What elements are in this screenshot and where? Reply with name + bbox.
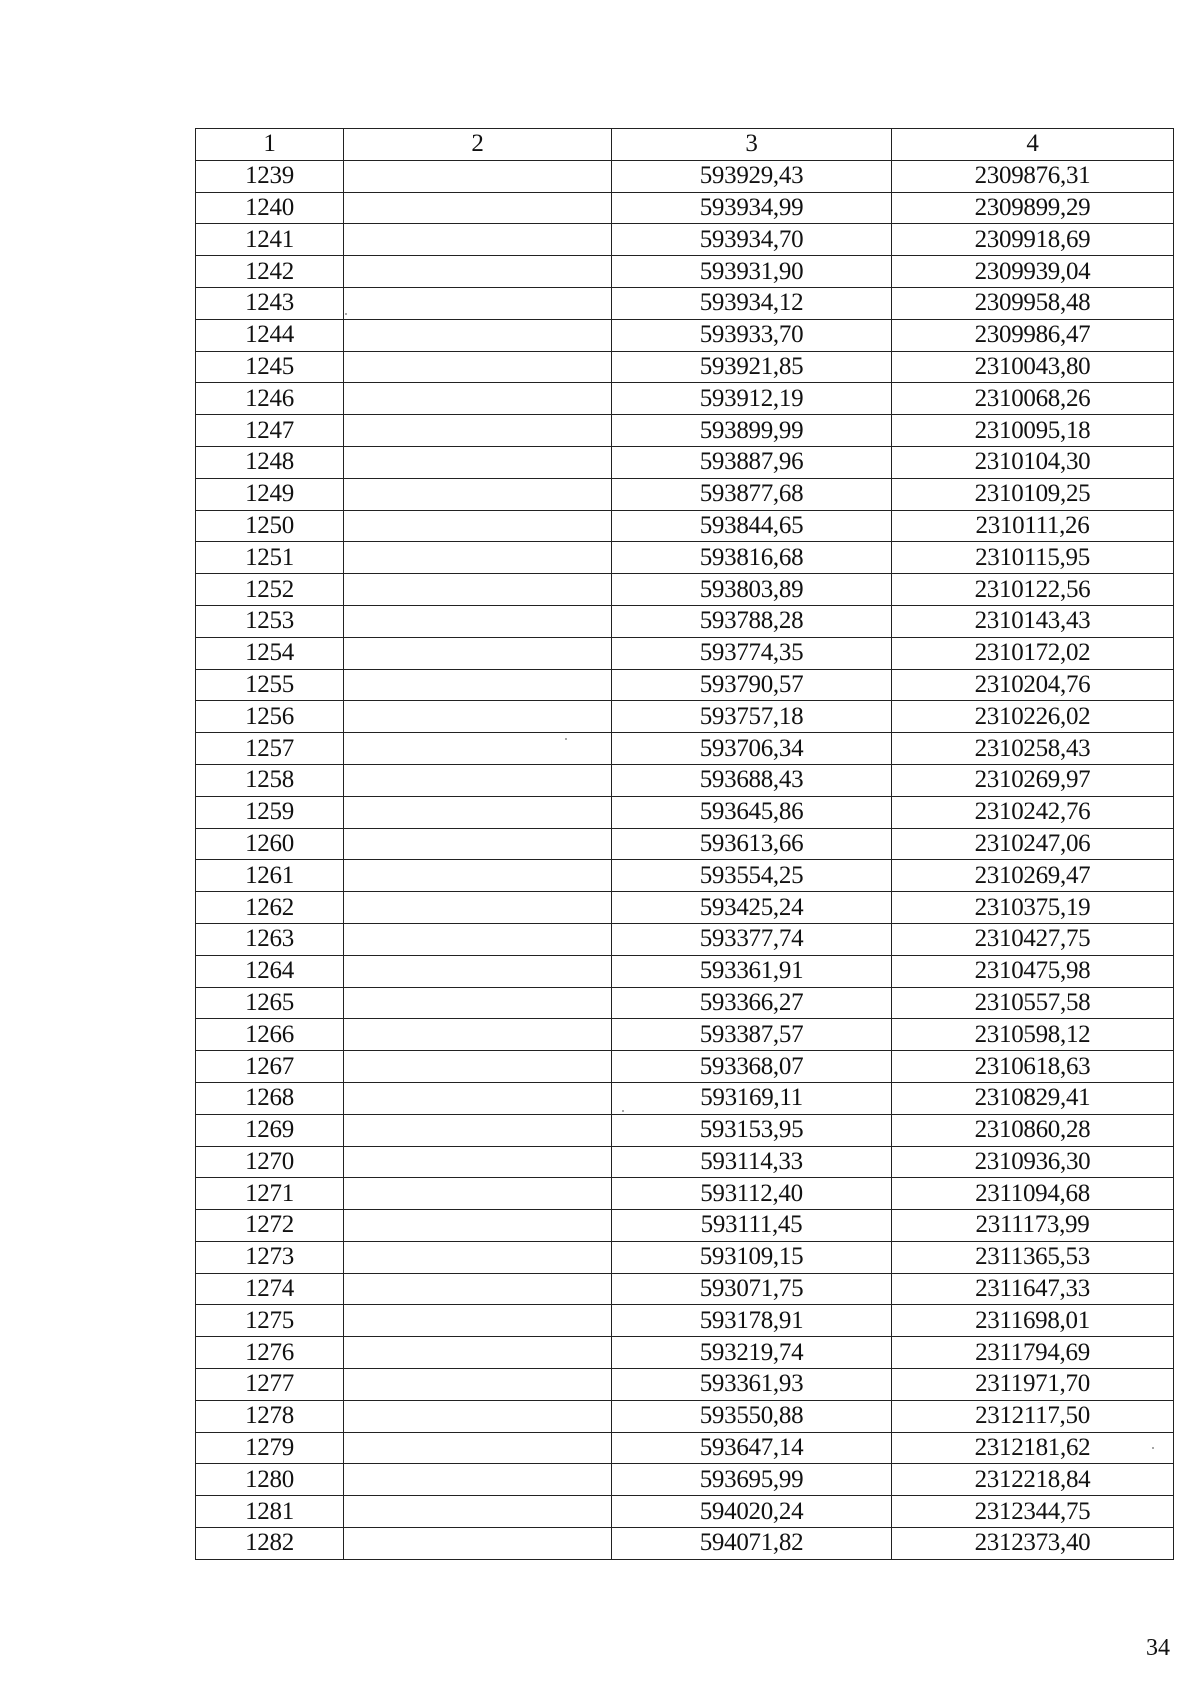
y-coordinate-cell: 2310829,41 [892, 1082, 1174, 1114]
table-row [196, 1464, 1174, 1496]
x-coordinate-cell: 593114,33 [612, 1146, 892, 1178]
table-row [196, 1273, 1174, 1305]
point-number-cell: 1259 [196, 796, 344, 828]
x-coordinate-cell: 594020,24 [612, 1496, 892, 1528]
x-coordinate-cell: 593550,88 [612, 1400, 892, 1432]
y-coordinate-cell: 2310427,75 [892, 923, 1174, 955]
y-coordinate-cell: 2310247,06 [892, 828, 1174, 860]
y-coordinate-cell: 2310095,18 [892, 415, 1174, 447]
point-number-cell: 1258 [196, 764, 344, 796]
table-row [196, 1305, 1174, 1337]
y-coordinate-cell: 2310143,43 [892, 605, 1174, 637]
point-number-cell: 1255 [196, 669, 344, 701]
x-coordinate-cell: 593788,28 [612, 605, 892, 637]
x-coordinate-cell: 593169,11 [612, 1082, 892, 1114]
description-cell [344, 1178, 612, 1210]
y-coordinate-cell: 2309958,48 [892, 287, 1174, 319]
y-coordinate-cell: 2311794,69 [892, 1337, 1174, 1369]
table-row [196, 542, 1174, 574]
y-coordinate-cell: 2309939,04 [892, 256, 1174, 288]
table-row [196, 701, 1174, 733]
point-number-cell: 1265 [196, 987, 344, 1019]
y-coordinate-cell: 2310043,80 [892, 351, 1174, 383]
x-coordinate-cell: 593111,45 [612, 1210, 892, 1242]
table-row [196, 1178, 1174, 1210]
y-coordinate-cell: 2310109,25 [892, 478, 1174, 510]
y-coordinate-cell: 2311173,99 [892, 1210, 1174, 1242]
x-coordinate-cell: 593921,85 [612, 351, 892, 383]
column-header-2: 2 [344, 129, 612, 161]
x-coordinate-cell: 593934,12 [612, 287, 892, 319]
point-number-cell: 1277 [196, 1369, 344, 1401]
column-header-3: 3 [612, 129, 892, 161]
description-cell [344, 669, 612, 701]
table-row [196, 510, 1174, 542]
point-number-cell: 1271 [196, 1178, 344, 1210]
description-cell [344, 1019, 612, 1051]
description-cell [344, 319, 612, 351]
description-cell [344, 987, 612, 1019]
y-coordinate-cell: 2309918,69 [892, 224, 1174, 256]
point-number-cell: 1254 [196, 637, 344, 669]
point-number-cell: 1250 [196, 510, 344, 542]
x-coordinate-cell: 593377,74 [612, 923, 892, 955]
table-row [196, 478, 1174, 510]
x-coordinate-cell: 593816,68 [612, 542, 892, 574]
table-row [196, 192, 1174, 224]
point-number-cell: 1251 [196, 542, 344, 574]
description-cell [344, 192, 612, 224]
point-number-cell: 1270 [196, 1146, 344, 1178]
table-header [196, 129, 1174, 161]
table-row [196, 828, 1174, 860]
x-coordinate-cell: 593071,75 [612, 1273, 892, 1305]
description-cell [344, 1369, 612, 1401]
point-number-cell: 1260 [196, 828, 344, 860]
description-cell [344, 287, 612, 319]
description-cell [344, 160, 612, 192]
table-row [196, 1082, 1174, 1114]
description-cell [344, 1273, 612, 1305]
column-header-1: 1 [196, 129, 344, 161]
description-cell [344, 256, 612, 288]
table-row [196, 319, 1174, 351]
table-row [196, 1051, 1174, 1083]
point-number-cell: 1272 [196, 1210, 344, 1242]
x-coordinate-cell: 593361,93 [612, 1369, 892, 1401]
x-coordinate-cell: 593613,66 [612, 828, 892, 860]
description-cell [344, 542, 612, 574]
table-row [196, 383, 1174, 415]
description-cell [344, 1432, 612, 1464]
scan-speck [622, 1110, 624, 1112]
y-coordinate-cell: 2310122,56 [892, 574, 1174, 606]
point-number-cell: 1264 [196, 955, 344, 987]
y-coordinate-cell: 2310269,97 [892, 764, 1174, 796]
description-cell [344, 1400, 612, 1432]
table-row [196, 1114, 1174, 1146]
coordinates-table [195, 128, 1174, 1560]
description-cell [344, 955, 612, 987]
description-cell [344, 1210, 612, 1242]
y-coordinate-cell: 2311971,70 [892, 1369, 1174, 1401]
table-row [196, 955, 1174, 987]
x-coordinate-cell: 593554,25 [612, 860, 892, 892]
description-cell [344, 1051, 612, 1083]
x-coordinate-cell: 593647,14 [612, 1432, 892, 1464]
y-coordinate-cell: 2310618,63 [892, 1051, 1174, 1083]
y-coordinate-cell: 2311365,53 [892, 1241, 1174, 1273]
point-number-cell: 1262 [196, 892, 344, 924]
description-cell [344, 860, 612, 892]
point-number-cell: 1274 [196, 1273, 344, 1305]
table-row [196, 574, 1174, 606]
point-number-cell: 1242 [196, 256, 344, 288]
y-coordinate-cell: 2312218,84 [892, 1464, 1174, 1496]
x-coordinate-cell: 593387,57 [612, 1019, 892, 1051]
point-number-cell: 1256 [196, 701, 344, 733]
point-number-cell: 1273 [196, 1241, 344, 1273]
y-coordinate-cell: 2310269,47 [892, 860, 1174, 892]
table-row [196, 287, 1174, 319]
y-coordinate-cell: 2310104,30 [892, 446, 1174, 478]
point-number-cell: 1246 [196, 383, 344, 415]
x-coordinate-cell: 593695,99 [612, 1464, 892, 1496]
table-row [196, 1528, 1174, 1560]
x-coordinate-cell: 593757,18 [612, 701, 892, 733]
y-coordinate-cell: 2310111,26 [892, 510, 1174, 542]
description-cell [344, 415, 612, 447]
table-row [196, 860, 1174, 892]
description-cell [344, 1528, 612, 1560]
y-coordinate-cell: 2310115,95 [892, 542, 1174, 574]
y-coordinate-cell: 2309986,47 [892, 319, 1174, 351]
point-number-cell: 1257 [196, 733, 344, 765]
x-coordinate-cell: 593934,70 [612, 224, 892, 256]
point-number-cell: 1275 [196, 1305, 344, 1337]
y-coordinate-cell: 2310068,26 [892, 383, 1174, 415]
description-cell [344, 574, 612, 606]
point-number-cell: 1266 [196, 1019, 344, 1051]
table-row [196, 733, 1174, 765]
scan-speck [1152, 1447, 1154, 1449]
table-row [196, 1432, 1174, 1464]
table-row [196, 796, 1174, 828]
description-cell [344, 637, 612, 669]
point-number-cell: 1241 [196, 224, 344, 256]
y-coordinate-cell: 2312181,62 [892, 1432, 1174, 1464]
x-coordinate-cell: 593929,43 [612, 160, 892, 192]
y-coordinate-cell: 2310242,76 [892, 796, 1174, 828]
table-row [196, 669, 1174, 701]
table-row [196, 224, 1174, 256]
table-body [196, 160, 1174, 1559]
y-coordinate-cell: 2312373,40 [892, 1528, 1174, 1560]
x-coordinate-cell: 593219,74 [612, 1337, 892, 1369]
x-coordinate-cell: 593645,86 [612, 796, 892, 828]
description-cell [344, 605, 612, 637]
x-coordinate-cell: 593844,65 [612, 510, 892, 542]
table-row [196, 637, 1174, 669]
table-row [196, 1337, 1174, 1369]
y-coordinate-cell: 2311698,01 [892, 1305, 1174, 1337]
description-cell [344, 383, 612, 415]
table-row [196, 1400, 1174, 1432]
header-row [196, 129, 1174, 161]
x-coordinate-cell: 593934,99 [612, 192, 892, 224]
point-number-cell: 1269 [196, 1114, 344, 1146]
x-coordinate-cell: 593790,57 [612, 669, 892, 701]
x-coordinate-cell: 593368,07 [612, 1051, 892, 1083]
description-cell [344, 1082, 612, 1114]
description-cell [344, 1305, 612, 1337]
description-cell [344, 510, 612, 542]
x-coordinate-cell: 593112,40 [612, 1178, 892, 1210]
x-coordinate-cell: 593366,27 [612, 987, 892, 1019]
point-number-cell: 1268 [196, 1082, 344, 1114]
x-coordinate-cell: 593109,15 [612, 1241, 892, 1273]
y-coordinate-cell: 2312344,75 [892, 1496, 1174, 1528]
point-number-cell: 1243 [196, 287, 344, 319]
description-cell [344, 478, 612, 510]
y-coordinate-cell: 2310375,19 [892, 892, 1174, 924]
y-coordinate-cell: 2310557,58 [892, 987, 1174, 1019]
table-row [196, 1210, 1174, 1242]
point-number-cell: 1253 [196, 605, 344, 637]
description-cell [344, 733, 612, 765]
table-row [196, 415, 1174, 447]
x-coordinate-cell: 593425,24 [612, 892, 892, 924]
table-row [196, 351, 1174, 383]
description-cell [344, 224, 612, 256]
description-cell [344, 1464, 612, 1496]
table-row [196, 1146, 1174, 1178]
description-cell [344, 796, 612, 828]
description-cell [344, 1337, 612, 1369]
table-row [196, 160, 1174, 192]
table-row [196, 1019, 1174, 1051]
x-coordinate-cell: 593178,91 [612, 1305, 892, 1337]
x-coordinate-cell: 593706,34 [612, 733, 892, 765]
description-cell [344, 764, 612, 796]
x-coordinate-cell: 593688,43 [612, 764, 892, 796]
x-coordinate-cell: 593912,19 [612, 383, 892, 415]
x-coordinate-cell: 593877,68 [612, 478, 892, 510]
y-coordinate-cell: 2310475,98 [892, 955, 1174, 987]
point-number-cell: 1247 [196, 415, 344, 447]
x-coordinate-cell: 594071,82 [612, 1528, 892, 1560]
point-number-cell: 1240 [196, 192, 344, 224]
description-cell [344, 828, 612, 860]
point-number-cell: 1239 [196, 160, 344, 192]
y-coordinate-cell: 2310936,30 [892, 1146, 1174, 1178]
page-number: 34 [1146, 1635, 1170, 1661]
column-header-4: 4 [892, 129, 1174, 161]
y-coordinate-cell: 2310860,28 [892, 1114, 1174, 1146]
description-cell [344, 923, 612, 955]
description-cell [344, 1496, 612, 1528]
x-coordinate-cell: 593887,96 [612, 446, 892, 478]
table-row [196, 764, 1174, 796]
table-row [196, 1241, 1174, 1273]
y-coordinate-cell: 2312117,50 [892, 1400, 1174, 1432]
description-cell [344, 892, 612, 924]
table-row [196, 1369, 1174, 1401]
y-coordinate-cell: 2309899,29 [892, 192, 1174, 224]
y-coordinate-cell: 2310226,02 [892, 701, 1174, 733]
table-row [196, 446, 1174, 478]
table-row [196, 605, 1174, 637]
y-coordinate-cell: 2309876,31 [892, 160, 1174, 192]
point-number-cell: 1245 [196, 351, 344, 383]
point-number-cell: 1261 [196, 860, 344, 892]
scan-speck [345, 313, 347, 315]
point-number-cell: 1276 [196, 1337, 344, 1369]
x-coordinate-cell: 593931,90 [612, 256, 892, 288]
description-cell [344, 351, 612, 383]
description-cell [344, 1146, 612, 1178]
description-cell [344, 701, 612, 733]
y-coordinate-cell: 2310258,43 [892, 733, 1174, 765]
point-number-cell: 1263 [196, 923, 344, 955]
point-number-cell: 1282 [196, 1528, 344, 1560]
x-coordinate-cell: 593899,99 [612, 415, 892, 447]
table-row [196, 256, 1174, 288]
y-coordinate-cell: 2310172,02 [892, 637, 1174, 669]
point-number-cell: 1252 [196, 574, 344, 606]
x-coordinate-cell: 593153,95 [612, 1114, 892, 1146]
table-row [196, 987, 1174, 1019]
point-number-cell: 1244 [196, 319, 344, 351]
scan-speck [565, 738, 567, 740]
y-coordinate-cell: 2311647,33 [892, 1273, 1174, 1305]
x-coordinate-cell: 593774,35 [612, 637, 892, 669]
x-coordinate-cell: 593933,70 [612, 319, 892, 351]
description-cell [344, 446, 612, 478]
point-number-cell: 1279 [196, 1432, 344, 1464]
table-row [196, 923, 1174, 955]
y-coordinate-cell: 2310204,76 [892, 669, 1174, 701]
point-number-cell: 1281 [196, 1496, 344, 1528]
x-coordinate-cell: 593361,91 [612, 955, 892, 987]
point-number-cell: 1267 [196, 1051, 344, 1083]
point-number-cell: 1249 [196, 478, 344, 510]
x-coordinate-cell: 593803,89 [612, 574, 892, 606]
point-number-cell: 1280 [196, 1464, 344, 1496]
table-row [196, 1496, 1174, 1528]
description-cell [344, 1241, 612, 1273]
y-coordinate-cell: 2311094,68 [892, 1178, 1174, 1210]
point-number-cell: 1278 [196, 1400, 344, 1432]
description-cell [344, 1114, 612, 1146]
point-number-cell: 1248 [196, 446, 344, 478]
y-coordinate-cell: 2310598,12 [892, 1019, 1174, 1051]
table-row [196, 892, 1174, 924]
